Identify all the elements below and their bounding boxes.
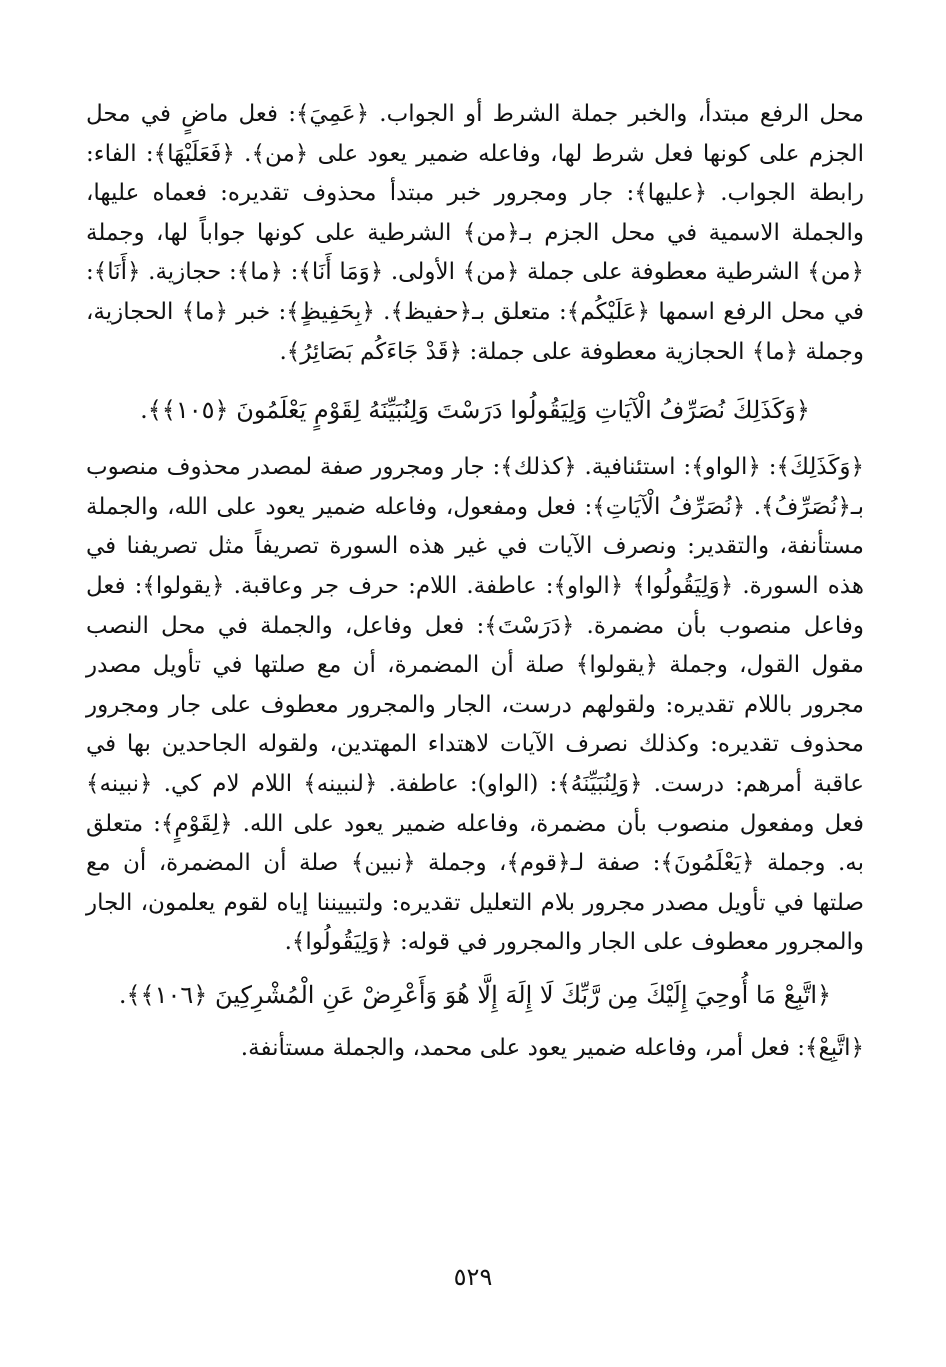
commentary-paragraph-2: ﴿وَكَذَلِكَ﴾: ﴿الواو﴾: استئنافية. ﴿كذلك﴾: جار ومجرور صفة لمصدر محذوف منصوب بـ﴿نُصَرِّفُ﴾. ﴿نُصَرِّفُ الْآيَاتِ﴾: فعل ومفعول، وفاعله ضمير يعود على الله، والجملة مستأنفة، والتقدير: ونصرف الآيات في غير هذه السورة تصريفاً مثل تصريفنا في هذه السورة. ﴿وَلِيَقُولُوا﴾ ﴿الواو﴾: عاطفة. اللام: حرف جر وعاقبة. ﴿يقولوا﴾: فعل وفاعل منصوب بأن مضمرة. ﴿دَرَسْتَ﴾: فعل وفاعل، والجملة في محل النصب مقول القول، وجملة ﴿يقولوا﴾ صلة أن المضمرة، أن مع صلتها في تأويل مصدر مجرور باللام تقديره: ولقولهم درست، الجار والمجرور معطوف على جار ومجرور محذوف تقديره: وكذلك نصرف الآيات لاهتداء المهتدين، ولقوله الجاحدين بها في عاقبة أمرهم: درست. ﴿وَلِنُبَيِّنَهُ﴾: (الواو): عاطفة. ﴿لنبينه﴾ اللام لام كي. ﴿نبينه﴾ فعل ومفعول منصوب بأن مضمرة، وفاعله ضمير يعود على الله. ﴿لِقَوْمٍ﴾: متعلق به. وجملة ﴿يَعْلَمُونَ﴾: صفة لـ﴿قوم﴾، وجملة ﴿نبين﴾ صلة أن المضمرة، أن مع صلتها في تأويل مصدر مجرور بلام التعليل تقديره: ولتبييننا إياه لقوم يعلمون، الجار والمجرور معطوف على الجار والمجرور في قوله: ﴿وَلِيَقُولُوا﴾. <box>86 454 864 956</box>
commentary-paragraph-3: ﴿اتَّبِعْ﴾: فعل أمر، وفاعله ضمير يعود على محمد، والجملة مستأنفة. <box>240 1034 864 1061</box>
page-number: ٥٢٩ <box>453 1263 493 1291</box>
page-body <box>86 95 864 1068</box>
commentary-paragraph-1: محل الرفع مبتدأ، والخبر جملة الشرط أو الجواب. ﴿عَمِيَ﴾: فعل ماضٍ في محل الجزم على كونها فعل شرط لها، وفاعله ضمير يعود على ﴿من﴾. ﴿فَعَلَيْهَا﴾: الفاء: رابطة الجواب. ﴿عليها﴾: جار ومجرور خبر مبتدأ محذوف تقديره: فعماه عليها، والجملة الاسمية في محل الجزم بـ﴿من﴾ الشرطية على كونها جواباً لها، وجملة ﴿من﴾ الشرطية معطوفة على جملة ﴿من﴾ الأولى. ﴿وَمَا أَنَا﴾: ﴿ما﴾: حجازية. ﴿أَنَا﴾: في محل الرفع اسمها ﴿عَلَيْكُم﴾: متعلق بـ﴿حفيظ﴾. ﴿بِحَفِيظٍ﴾: خبر ﴿ما﴾ الحجازية، وجملة ﴿ما﴾ الحجازية معطوفة على جملة: ﴿قَدْ جَاءَكُم بَصَائِرُ﴾. <box>86 101 864 365</box>
quran-verse-105: ﴿وَكَذَلِكَ نُصَرِّفُ الْآيَاتِ وَلِيَقُولُوا دَرَسْتَ وَلِنُبَيِّنَهُ لِقَوْمٍ يَعْلَمُونَ ﴿١٠٥﴾﴾. <box>140 396 810 425</box>
quran-verse-106: ﴿اتَّبِعْ مَا أُوحِيَ إِلَيْكَ مِن رَّبِّكَ لَا إِلَهَ إِلَّا هُوَ وَأَعْرِضْ عَنِ الْمُشْرِكِينَ ﴿١٠٦﴾﴾. <box>118 980 832 1009</box>
